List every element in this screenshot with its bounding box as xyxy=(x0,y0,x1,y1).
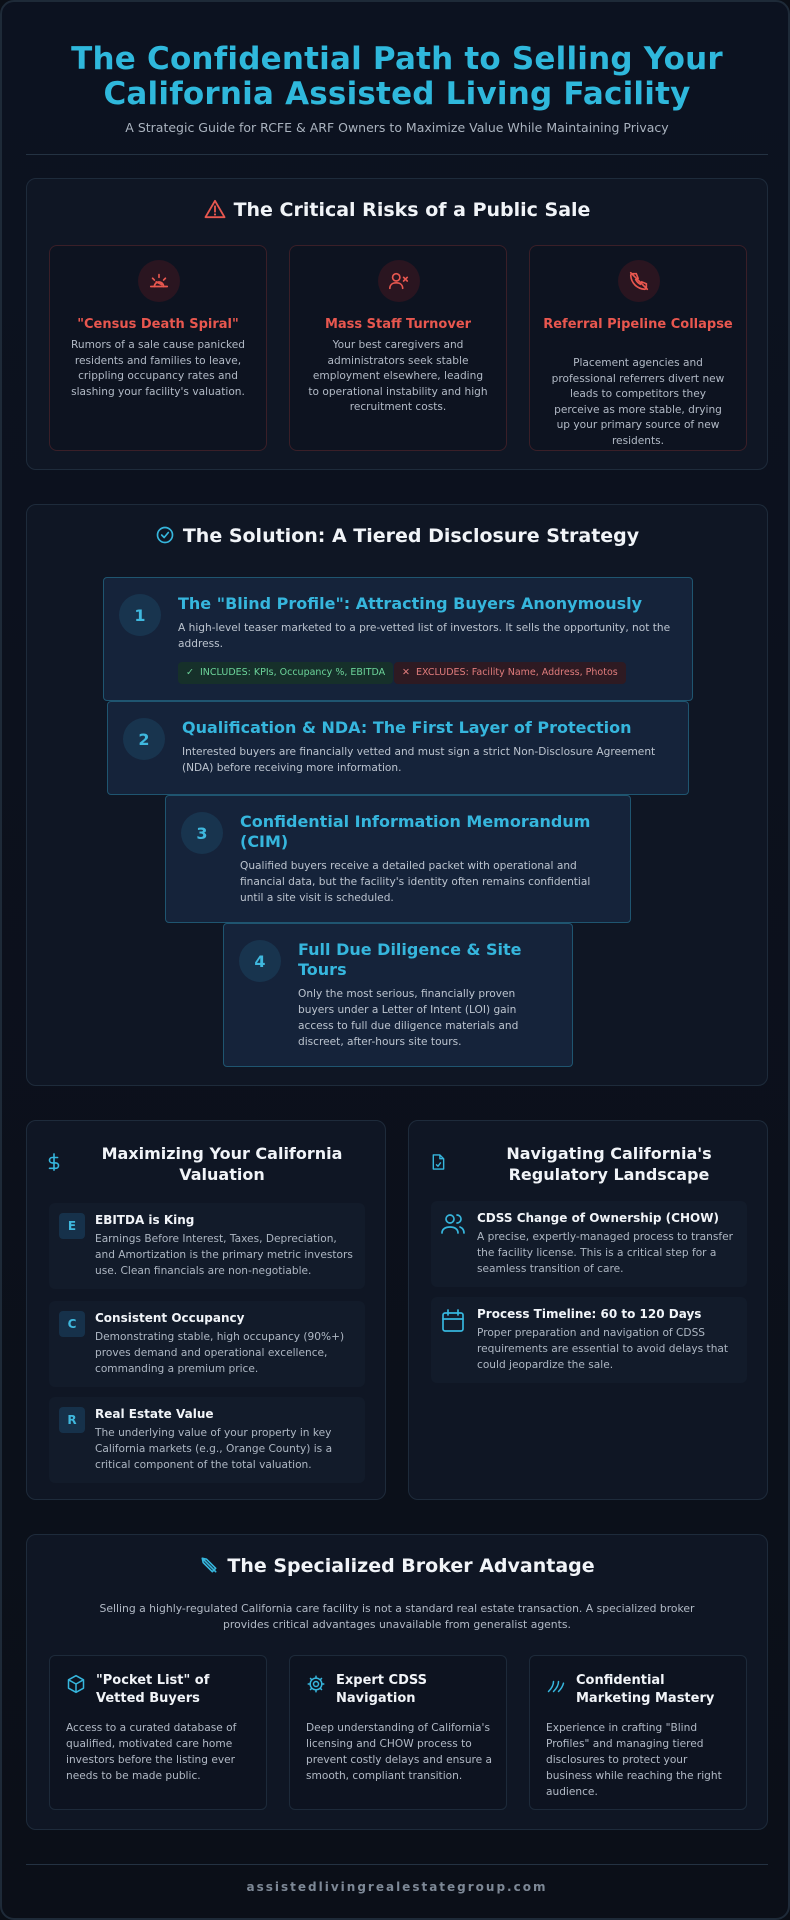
census-icon xyxy=(138,260,180,302)
regulatory-heading: Navigating California's Regulatory Landscape xyxy=(506,1144,712,1184)
check-circle-icon xyxy=(155,525,175,545)
divider xyxy=(26,1864,768,1865)
broker-heading: The Specialized Broker Advantage xyxy=(27,1555,767,1577)
regulatory-item: Process Timeline: 60 to 120 Days Proper preparation and navigation of CDSS requirements are essential to avoid delays that could jeopardize the sale. xyxy=(431,1297,747,1383)
solution-panel xyxy=(26,504,768,1086)
risk-card-referral: Referral Pipeline Collapse Placement agencies and professional referrers divert new leads to competitors they perceive as more stable, drying up your primary source of new residents. xyxy=(529,245,747,451)
risks-panel xyxy=(26,178,768,470)
broker-card-cdss: Expert CDSS Navigation Deep understanding of California's licensing and CHOW process to prevent costly delays and ensure a smooth, compliant transition. xyxy=(289,1655,507,1810)
regulatory-item: CDSS Change of Ownership (CHOW) A precise, expertly-managed process to transfer the facility license. This is a critical step for a seamless transition of care. xyxy=(431,1201,747,1287)
step-1 xyxy=(103,577,693,701)
footer-url: assistedlivingrealestategroup.com xyxy=(246,1880,548,1894)
regulatory-panel xyxy=(408,1120,768,1500)
broker-panel xyxy=(26,1534,768,1830)
step-title: Confidential Information Memorandum (CIM) xyxy=(240,812,591,851)
valuation-heading: Maximizing Your California Valuation xyxy=(101,1144,343,1184)
pen-icon xyxy=(199,1555,219,1575)
valuation-item: E EBITDA is King Earnings Before Interest, Taxes, Depreciation, and Amortization is the primary metric investors use. Clean financials are non-negotiable. xyxy=(49,1203,365,1289)
valuation-item: R Real Estate Value The underlying value of your property in key California markets (e.g., Orange County) is a critical component of the total valuation. xyxy=(49,1397,365,1483)
step-3 xyxy=(165,795,631,923)
solution-heading: The Solution: A Tiered Disclosure Strategy xyxy=(27,525,767,547)
step-2 xyxy=(107,701,689,795)
broker-intro: Selling a highly-regulated California care facility is not a standard real estate transaction. A specialized broker provides critical advantages unavailable from generalist agents. xyxy=(99,1602,695,1631)
valuation-panel xyxy=(26,1120,386,1500)
page-subtitle: A Strategic Guide for RCFE & ARF Owners to Maximize Value While Maintaining Privacy xyxy=(125,120,669,135)
includes-tag: ✓ INCLUDES: KPIs, Occupancy %, EBITDA xyxy=(178,662,393,684)
signal-icon xyxy=(546,1674,566,1694)
risks-heading: The Critical Risks of a Public Sale xyxy=(27,199,767,221)
step-number: 3 xyxy=(181,812,223,854)
step-text: Qualified buyers receive a detailed packet with operational and financial data, but the facility's identity often remains confidential until a site visit is scheduled. xyxy=(240,860,591,904)
risk-card-census: "Census Death Spiral" Rumors of a sale cause panicked residents and families to leave, crippling occupancy rates and slashing your facility's valuation. xyxy=(49,245,267,451)
dollar-icon xyxy=(47,1153,61,1171)
step-number: 2 xyxy=(123,718,165,760)
step-number: 1 xyxy=(119,594,161,636)
warning-icon xyxy=(204,199,226,219)
users-icon xyxy=(441,1213,465,1235)
step-number: 4 xyxy=(239,940,281,982)
calendar-icon xyxy=(441,1309,465,1333)
page-title: The Confidential Path to Selling Your California Assisted Living Facility xyxy=(71,41,723,112)
broker-card-marketing: Confidential Marketing Mastery Experience in crafting "Blind Profiles" and managing tiered disclosures to protect your business while reaching the right audience. xyxy=(529,1655,747,1810)
phone-off-icon xyxy=(618,260,660,302)
gear-icon xyxy=(306,1674,326,1694)
cube-icon xyxy=(66,1674,86,1694)
divider xyxy=(26,154,768,155)
step-text: Interested buyers are financially vetted and must sign a strict Non-Disclosure Agreement (NDA) before receiving more information. xyxy=(182,746,656,774)
step-text: A high-level teaser marketed to a pre-vetted list of investors. It sells the opportunity, not the address. xyxy=(178,622,671,650)
step-title: Full Due Diligence & Site Tours xyxy=(298,940,522,979)
user-x-icon xyxy=(378,260,420,302)
header xyxy=(2,42,790,135)
valuation-item: C Consistent Occupancy Demonstrating stable, high occupancy (90%+) proves demand and operational excellence, commanding a premium price. xyxy=(49,1301,365,1387)
step-text: Only the most serious, financially proven buyers under a Letter of Intent (LOI) gain access to full due diligence materials and discreet, after-hours site tours. xyxy=(298,988,519,1048)
document-icon xyxy=(431,1154,445,1170)
step-4 xyxy=(223,923,573,1067)
step-title: Qualification & NDA: The First Layer of Protection xyxy=(182,718,632,737)
step-title: The "Blind Profile": Attracting Buyers Anonymously xyxy=(178,594,643,613)
broker-card-pocket-list: "Pocket List" of Vetted Buyers Access to a curated database of qualified, motivated care home investors before the listing ever needs to be made public. xyxy=(49,1655,267,1810)
risk-card-staff: Mass Staff Turnover Your best caregivers and administrators seek stable employment elsewhere, leading to operational instability and high recruitment costs. xyxy=(289,245,507,451)
excludes-tag: ✕ EXCLUDES: Facility Name, Address, Photos xyxy=(394,662,626,684)
